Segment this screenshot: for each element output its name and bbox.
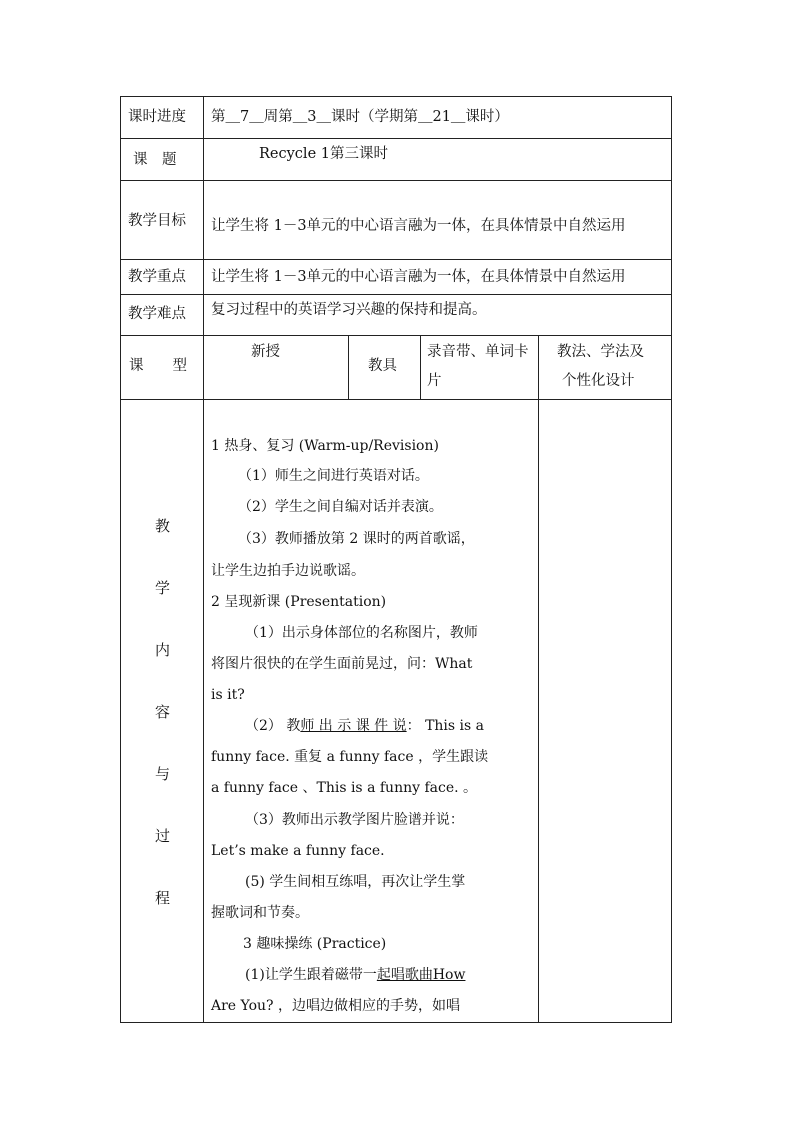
key-point-label: 教学重点 bbox=[128, 269, 186, 285]
topic-value: Recycle 1第三课时 bbox=[259, 146, 388, 162]
method-header-line1: 教法、学法及 bbox=[557, 344, 644, 360]
difficulty-label: 教学难点 bbox=[128, 306, 186, 322]
process-label-char: 教 bbox=[155, 517, 171, 535]
type-column-divider bbox=[348, 335, 349, 399]
process-label-char: 程 bbox=[155, 889, 171, 907]
objective-value: 让学生将 1－3单元的中心语言融为一体，在具体情景中自然运用 bbox=[211, 218, 626, 234]
lesson-type-label: 课 型 bbox=[129, 358, 187, 374]
label-column-divider bbox=[203, 96, 204, 1023]
lesson-number: 3 bbox=[307, 109, 317, 125]
objective-label: 教学目标 bbox=[128, 213, 186, 229]
key-point-value: 让学生将 1－3单元的中心语言融为一体，在具体情景中自然运用 bbox=[211, 269, 626, 285]
process-label-char: 与 bbox=[155, 765, 171, 783]
process-label-char: 内 bbox=[155, 641, 171, 659]
process-line: 握歌词和节奏。 bbox=[211, 905, 309, 921]
process-line: （3）教师播放第 2 课时的两首歌谣， bbox=[238, 531, 475, 547]
difficulty-value: 复习过程中的英语学习兴趣的保持和提高。 bbox=[211, 302, 487, 318]
process-label-char: 过 bbox=[155, 827, 171, 845]
underlined-phrase: 师 出 示 课 件 说 bbox=[300, 718, 407, 734]
method-header-line2: 个性化设计 bbox=[562, 373, 635, 389]
process-line: a funny face 、This is a funny face. 。 bbox=[211, 780, 478, 796]
lesson-type-value: 新授 bbox=[251, 344, 280, 360]
process-line: (5) 学生间相互练唱，再次让学生掌 bbox=[245, 874, 466, 890]
table-border-right bbox=[671, 96, 672, 1023]
process-line: （2）学生之间自编对话并表演。 bbox=[238, 499, 443, 515]
term-lesson-number: 21 bbox=[432, 109, 451, 125]
schedule-value: 第＿7＿周第＿3＿课时（学期第＿21＿课时） bbox=[211, 109, 509, 125]
process-label-char: 容 bbox=[155, 703, 171, 721]
process-line: 让学生边拍手边说歌谣。 bbox=[211, 563, 365, 579]
process-line: funny face. 重复 a funny face ，学生跟读 bbox=[211, 749, 489, 765]
week-number: 7 bbox=[240, 109, 250, 125]
table-border-left bbox=[120, 96, 121, 1023]
method-column-divider bbox=[538, 335, 539, 1023]
process-line: 3 趣味操练 (Practice) bbox=[243, 936, 387, 952]
topic-label: 课 题 bbox=[133, 152, 177, 168]
process-label-char: 学 bbox=[155, 579, 171, 597]
process-line: 2 呈现新课 (Presentation) bbox=[211, 594, 387, 610]
process-line: (1)让学生跟着磁带一起唱歌曲How bbox=[245, 967, 466, 983]
process-line: is it? bbox=[211, 687, 245, 703]
teaching-tools-line1: 录音带、单词卡 bbox=[427, 344, 529, 360]
teaching-tools-label: 教具 bbox=[368, 358, 397, 374]
teaching-tools-line2: 片 bbox=[427, 373, 442, 389]
process-line: （3）教师出示教学图片脸谱并说： bbox=[245, 812, 464, 828]
underlined-phrase: 起唱歌曲How bbox=[376, 967, 466, 983]
process-line: （2） 教师 出 示 课 件 说： This is a bbox=[245, 718, 485, 734]
process-line: 1 热身、复习 (Warm-up/Revision) bbox=[211, 438, 439, 454]
process-line: （1）出示身体部位的名称图片，教师 bbox=[245, 625, 478, 641]
schedule-label: 课时进度 bbox=[128, 109, 186, 125]
process-line: 将图片很快的在学生面前晃过，问：What bbox=[211, 656, 473, 672]
process-line: Let’s make a funny face. bbox=[211, 843, 385, 859]
tools-label-divider bbox=[420, 335, 421, 399]
process-line: Are You? ，边唱边做相应的手势，如唱 bbox=[211, 998, 460, 1014]
process-line: （1）师生之间进行英语对话。 bbox=[238, 468, 429, 484]
